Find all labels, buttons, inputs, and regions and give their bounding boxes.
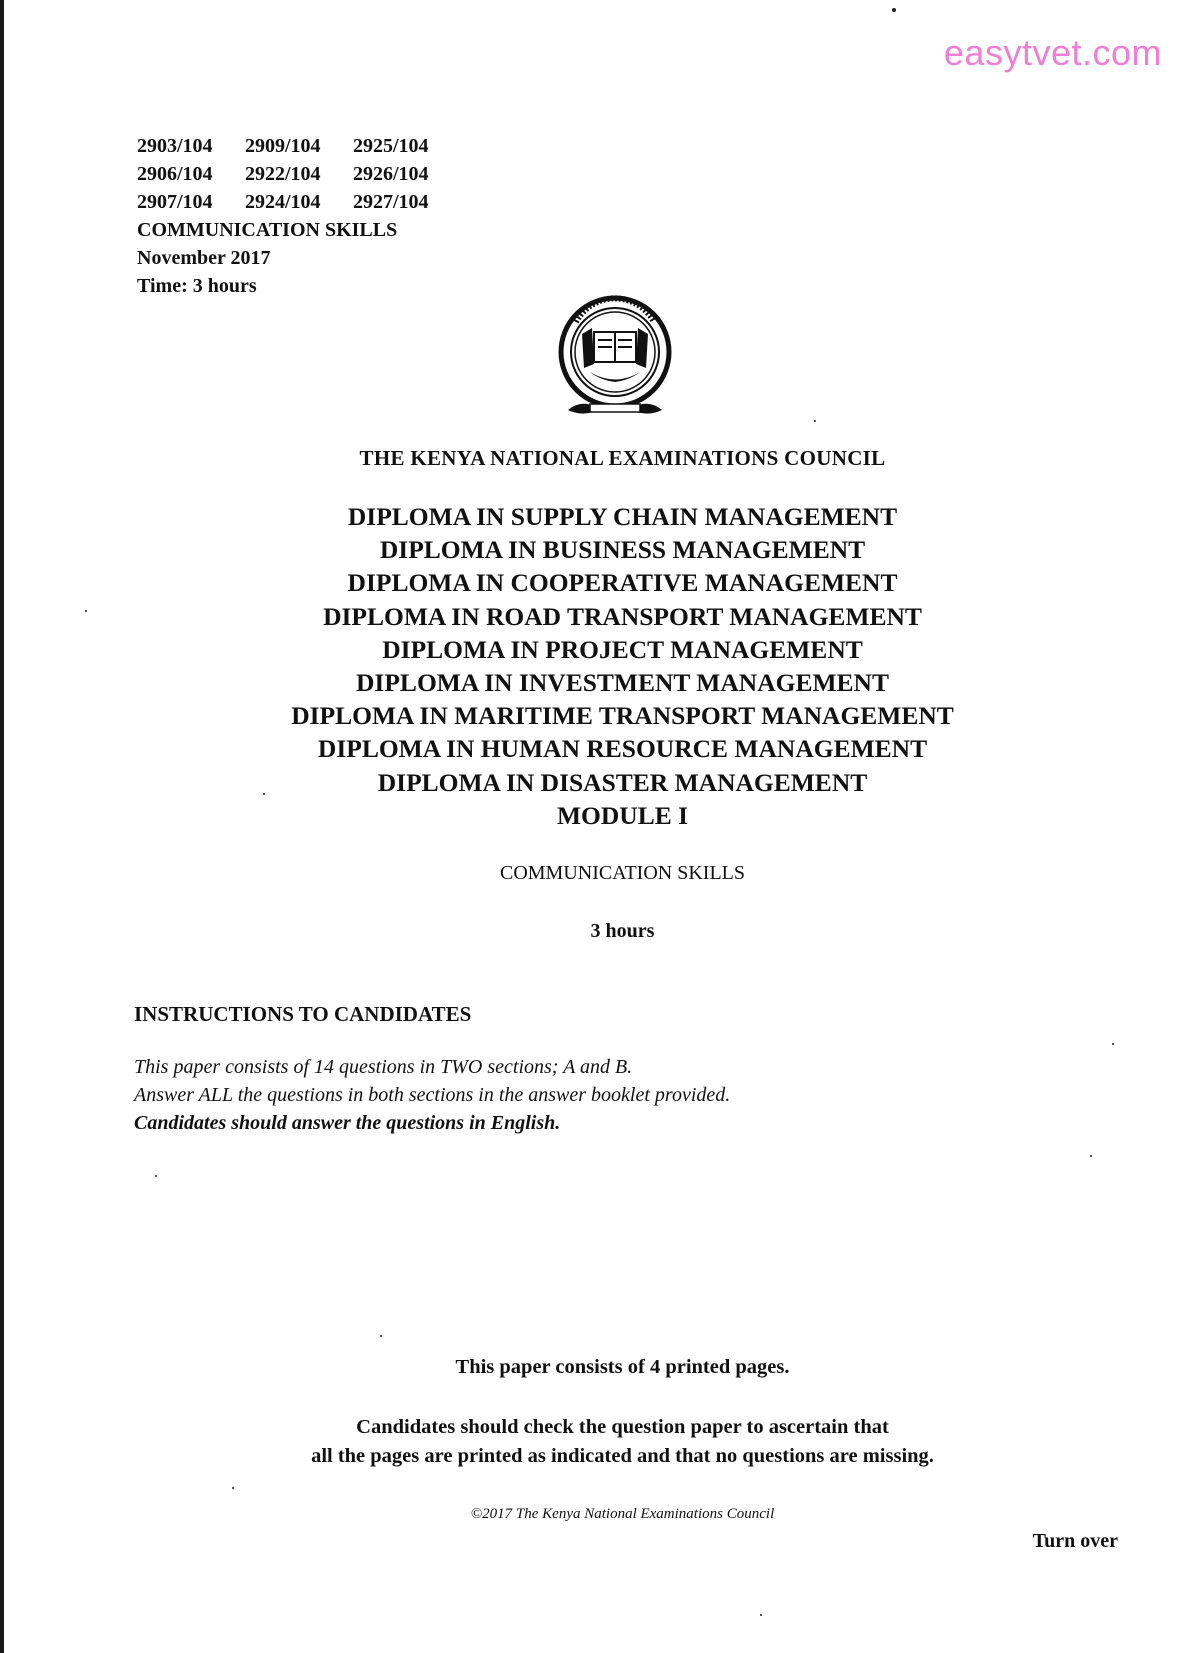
check-note-line: all the pages are printed as indicated and that no questions are missing. xyxy=(311,1445,934,1467)
copyright: ©2017 The Kenya National Examinations Council xyxy=(470,1506,775,1522)
kenya-coat-of-arms-icon xyxy=(550,292,680,442)
instructions-section xyxy=(134,1002,730,1137)
instruction-line: Candidates should answer the questions in English. xyxy=(134,1112,561,1134)
check-note-line: Candidates should check the question paper to ascertain that xyxy=(356,1416,889,1438)
subject-title: COMMUNICATION SKILLS xyxy=(499,862,745,884)
scan-speck xyxy=(263,793,265,795)
diploma-title: DIPLOMA IN INVESTMENT MANAGEMENT xyxy=(356,668,889,698)
diploma-title: DIPLOMA IN HUMAN RESOURCE MANAGEMENT xyxy=(317,734,928,764)
diploma-title: DIPLOMA IN BUSINESS MANAGEMENT xyxy=(379,535,866,565)
paper-codes-row xyxy=(137,132,461,160)
header-date: November 2017 xyxy=(137,247,271,269)
paper-code: 2927/104 xyxy=(353,191,429,213)
diploma-title: DIPLOMA IN COOPERATIVE MANAGEMENT xyxy=(347,568,898,598)
paper-code: 2922/104 xyxy=(245,163,321,185)
diploma-title: DIPLOMA IN DISASTER MANAGEMENT xyxy=(377,767,868,797)
scan-speck xyxy=(1112,1043,1114,1045)
paper-codes-block xyxy=(137,132,461,300)
instruction-line: This paper consists of 14 questions in TWO sections; A and B. xyxy=(134,1056,633,1078)
header-time: Time: 3 hours xyxy=(137,275,257,297)
scan-speck xyxy=(760,1614,762,1616)
paper-code: 2907/104 xyxy=(137,191,213,213)
paper-code: 2906/104 xyxy=(137,163,213,185)
pages-note: This paper consists of 4 printed pages. xyxy=(455,1356,790,1378)
paper-code: 2909/104 xyxy=(245,135,321,157)
scan-speck xyxy=(1090,1155,1092,1157)
duration: 3 hours xyxy=(590,920,655,942)
turn-over-label: Turn over xyxy=(1032,1530,1118,1552)
paper-code: 2924/104 xyxy=(245,191,321,213)
scan-speck xyxy=(892,8,896,12)
diploma-title: DIPLOMA IN PROJECT MANAGEMENT xyxy=(382,634,863,664)
instruction-line: Answer ALL the questions in both sections in the answer booklet provided. xyxy=(134,1084,731,1106)
scan-speck xyxy=(232,1487,234,1489)
scan-speck xyxy=(380,1335,382,1337)
diploma-title: DIPLOMA IN ROAD TRANSPORT MANAGEMENT xyxy=(323,601,922,631)
check-note xyxy=(0,1413,1200,1471)
diploma-list xyxy=(0,500,1200,832)
module-title: MODULE I xyxy=(556,800,689,830)
paper-code: 2925/104 xyxy=(353,135,429,157)
scan-speck xyxy=(155,1175,157,1177)
council-name: THE KENYA NATIONAL EXAMINATIONS COUNCIL xyxy=(359,446,886,470)
header-subject: COMMUNICATION SKILLS xyxy=(137,219,398,241)
diploma-title: DIPLOMA IN SUPPLY CHAIN MANAGEMENT xyxy=(347,502,898,531)
watermark: easytvet.com xyxy=(943,32,1162,73)
paper-code: 2903/104 xyxy=(137,135,213,157)
paper-codes-row xyxy=(137,188,461,216)
instructions-heading: INSTRUCTIONS TO CANDIDATES xyxy=(134,1002,472,1026)
paper-code: 2926/104 xyxy=(353,163,429,185)
paper-codes-row xyxy=(137,160,461,188)
scan-speck xyxy=(85,610,87,612)
diploma-title: DIPLOMA IN MARITIME TRANSPORT MANAGEMENT xyxy=(291,701,954,731)
scan-speck xyxy=(814,420,816,422)
